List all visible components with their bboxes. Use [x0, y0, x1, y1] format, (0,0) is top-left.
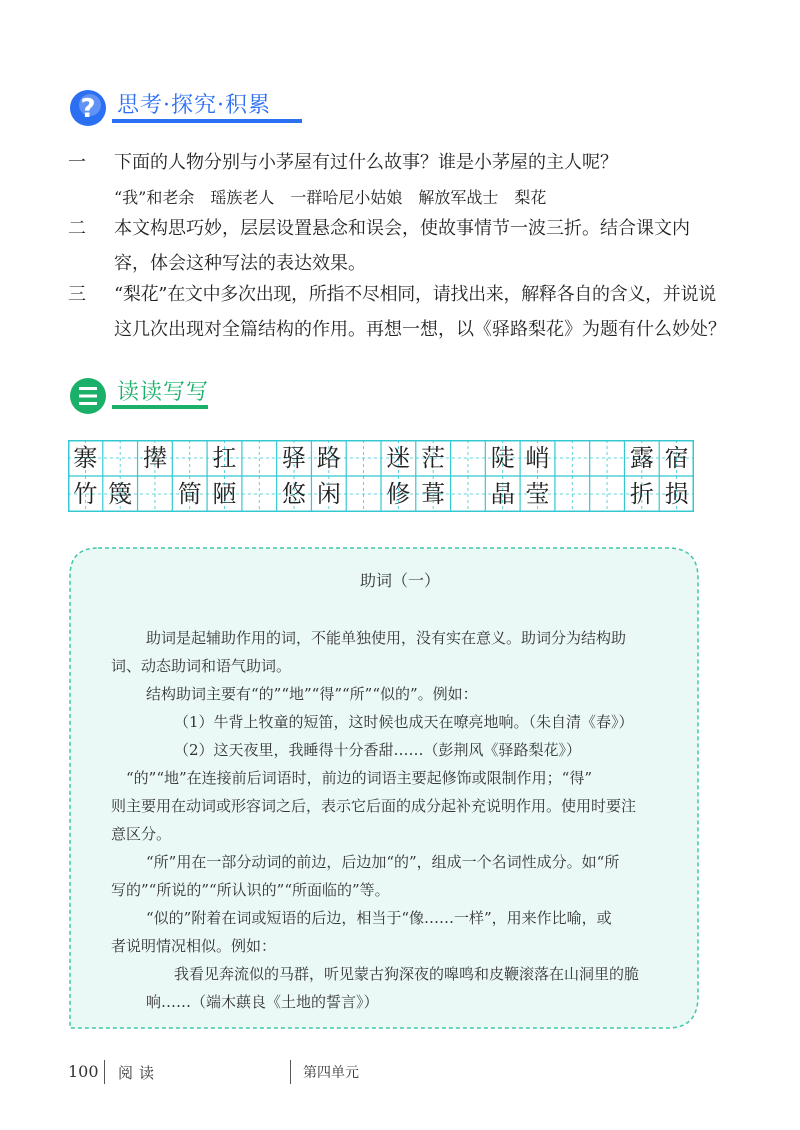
- knowledge-line: 意区分。: [111, 825, 172, 843]
- page-number: 100: [68, 1062, 99, 1081]
- knowledge-line: （1）牛背上牧童的短笛，这时候也成天在嘹亮地响。（朱自清《春》）: [174, 713, 634, 731]
- question-number: 二: [68, 218, 86, 239]
- grid-character: 驿: [282, 444, 307, 472]
- grid-character: 露: [629, 444, 654, 472]
- grid-character: 修: [386, 480, 411, 508]
- footer-divider: [104, 1060, 105, 1084]
- knowledge-line: “似的”附着在词或短语的后边，相当于“像……一样”，用来作比喻，或: [146, 909, 612, 927]
- knowledge-line: 则主要用在动词或形容词之后，表示它后面的成分起补充说明作用。使用时要注: [111, 797, 637, 815]
- list-icon: [68, 376, 108, 416]
- grid-character: 篾: [108, 480, 133, 508]
- footer-unit: 第四单元: [303, 1065, 359, 1081]
- grid-character: 闲: [316, 480, 341, 508]
- grid-character: 撵: [142, 444, 167, 472]
- knowledge-line: 响……（端木蕻良《土地的誓言》）: [146, 993, 379, 1011]
- knowledge-line: 助词是起辅助作用的词，不能单独使用，没有实在意义。助词分为结构助: [146, 629, 627, 647]
- grid-character: 扛: [212, 444, 237, 472]
- knowledge-line: 写的”“所说的”“所认识的”“所面临的”等。: [111, 881, 390, 899]
- grid-character: 寨: [73, 444, 98, 472]
- grid-character: 路: [316, 444, 341, 472]
- section-title: 读读写写: [117, 380, 210, 405]
- question-number: 三: [68, 284, 86, 305]
- grid-character: 陡: [490, 444, 515, 472]
- section-underline: [112, 405, 208, 409]
- knowledge-line: （2）这天夜里，我睡得十分香甜……（彭荆风《驿路梨花》）: [174, 741, 582, 759]
- grid-character: 峭: [525, 444, 550, 472]
- knowledge-line: “的”“地”在连接前后词语时，前边的词语主要起修饰或限制作用；“得”: [126, 769, 593, 787]
- question-text: 下面的人物分别与小茅屋有过什么故事？谁是小茅屋的主人呢？: [114, 152, 618, 173]
- question-text: 容，体会这种写法的表达效果。: [114, 253, 366, 274]
- section-underline: [112, 119, 302, 123]
- grid-character: 迷: [386, 444, 411, 472]
- question-text: “梨花”在文中多次出现，所指不尽相同，请找出来，解释各自的含义，并说说: [114, 284, 716, 305]
- grid-character: 晶: [490, 480, 515, 508]
- knowledge-line: 我看见奔流似的马群，听见蒙古狗深夜的嗥鸣和皮鞭滚落在山洞里的脆: [174, 965, 640, 983]
- grid-character: 陋: [212, 480, 237, 508]
- grid-character: 宿: [664, 444, 689, 472]
- svg-text:?: ?: [80, 94, 96, 124]
- knowledge-title: 助词（一）: [359, 571, 440, 590]
- grid-character: 葺: [421, 480, 446, 508]
- question-number: 一: [68, 152, 86, 173]
- footer-divider: [290, 1060, 291, 1084]
- section-title: 思考·探究·积累: [117, 93, 271, 118]
- grid-character: 竹: [73, 480, 98, 508]
- grid-character: 折: [629, 480, 654, 508]
- question-text: 这几次出现对全篇结构的作用。再想一想，以《驿路梨花》为题有什么妙处？: [114, 319, 726, 340]
- knowledge-line: 结构助词主要有“的”“地”“得”“所”“似的”。例如：: [146, 685, 478, 703]
- footer-section: 阅读: [118, 1064, 161, 1082]
- question-icon: [68, 88, 108, 128]
- question-text: “我”和老余 瑶族老人 一群哈尼小姑娘 解放军战士 梨花: [114, 188, 547, 207]
- knowledge-line: 词、动态助词和语气助词。: [111, 657, 292, 675]
- question-text: 本文构思巧妙，层层设置悬念和误会，使故事情节一波三折。结合课文内: [114, 218, 690, 239]
- grid-character: 莹: [525, 480, 550, 508]
- knowledge-line: “所”用在一部分动词的前边，后边加“的”，组成一个名词性成分。如“所: [146, 853, 620, 871]
- grid-character: 悠: [282, 480, 307, 508]
- character-grid: [68, 440, 694, 512]
- grid-character: 茫: [421, 444, 446, 472]
- knowledge-line: 者说明情况相似。例如：: [111, 937, 277, 955]
- grid-character: 损: [664, 480, 689, 508]
- grid-character: 简: [177, 480, 202, 508]
